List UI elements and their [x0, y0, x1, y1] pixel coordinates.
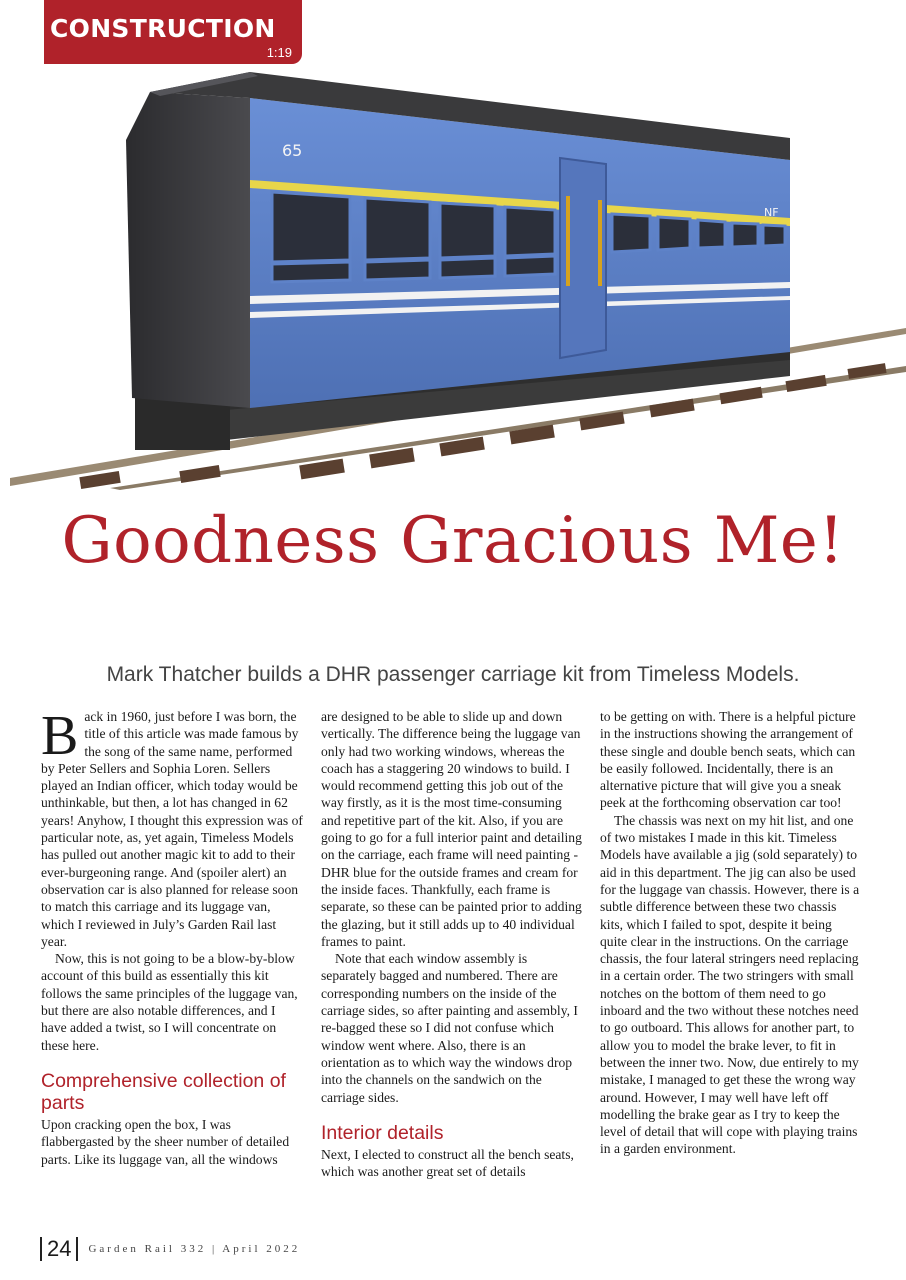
drop-cap: B	[41, 705, 79, 767]
article-title: Goodness Gracious Me!	[61, 504, 845, 578]
carriage-code: NF	[764, 206, 779, 219]
magazine-info: Garden Rail 332 | April 2022	[88, 1243, 301, 1255]
section-tab	[44, 0, 302, 64]
subheading: Comprehensive collection of parts	[41, 1069, 286, 1114]
paragraph	[41, 705, 303, 950]
article-standfirst: Mark Thatcher builds a DHR passenger carriage kit from Timeless Models.	[106, 663, 800, 686]
paragraph: are designed to be able to slide up and down vertically. The difference being the luggage van only had two working windows, whereas the coach has a staggering 20 windows to build. I would recommend getting this job out of the way firstly, as it is the most time-consuming and repetitive part of the kit. Also, if you are going to go for a full interior paint and detailing on the carriage, each frame will need painting - DHR blue for the outside frames and cream for the inside faces. Thankfully, each frame is separate, so these can be painted prior to adding the glazing, but it still adds up to 40 individual frames to paint.	[321, 709, 582, 949]
scale-label: 1:19	[266, 45, 292, 60]
article-column-2	[321, 708, 583, 1180]
paragraph: to be getting on with. There is a helpful picture in the instructions showing the arrangement of these single and double bench seats, which can be easily followed. Incidentally, there is an alternative picture that will give you a sneak peek at the forthcoming observation car too!	[600, 709, 856, 811]
subheading: Interior details	[321, 1121, 444, 1144]
paragraph: Note that each window assembly is separately bagged and numbered. There are corresponding numbers on the inside of the carriage sides, so after painting and assembly, I re-bagged these so I did not confuse which window went where. Also, there is an orientation as to which way the windows drop into the channels on the sandwich on the carriage sides.	[321, 951, 578, 1105]
page-footer	[40, 1236, 300, 1262]
paragraph: Next, I elected to construct all the bench seats, which was another great set of details	[321, 1146, 574, 1180]
page-number: 24	[47, 1236, 72, 1261]
section-label: CONSTRUCTION	[50, 14, 276, 43]
hero-photo	[0, 0, 906, 490]
footer-rule	[76, 1237, 78, 1261]
carriage-model	[126, 72, 790, 450]
carriage-photo	[0, 0, 906, 490]
paragraph-text: ack in 1960, just before I was born, the title of this article was made famous by the song of the same name, performed by Peter Sellers and Sophia Loren. Sellers played an Indian officer, which today would be unthinkable, but then, a lot has changed in 62 years! Anyhow, I thought this expression was of particular note, as, yet again, Timeless Models has pulled out another magic kit to add to their ever-burgeoning range. And (spoiler alert) an observation car is also planned for release soon to match this carriage and its luggage van, which I reviewed in July’s Garden Rail last year.	[41, 709, 303, 949]
paragraph: Now, this is not going to be a blow-by-blow account of this build as essentially this kit follows the same principles of the luggage van, but there are also notable differences, and I have added a twist, so I will concentrate on these here.	[41, 951, 298, 1053]
article-column-3	[600, 708, 862, 1158]
paragraph: Upon cracking open the box, I was flabbergasted by the sheer number of detailed parts. Like its luggage van, all the windows	[41, 1116, 290, 1167]
paragraph: The chassis was next on my hit list, and one of two mistakes I made in this kit. Timeless Models have available a jig (sold separately) to aid in this department. The jig can also be used for the luggage van chassis. However, there is a subtle difference between these two chassis kits, which I failed to spot, despite it being quite clear in the instructions. On the carriage chassis, the four lateral stringers need replacing in a certain order. The two stringers with small notches on the bottom of them need to go inboard and the two without these notches need to go outboard. This allows for another part, to allow you to model the brake lever, to fit in between the inner two. Now, due entirely to my mistake, I managed to get these the wrong way around. However, I may well have left off modelling the brake gear as I try to keep the level of detail that will cope with playing trains in a garden environment.	[600, 812, 860, 1157]
article-column-1	[41, 705, 303, 1168]
carriage-number: 65	[282, 141, 303, 160]
